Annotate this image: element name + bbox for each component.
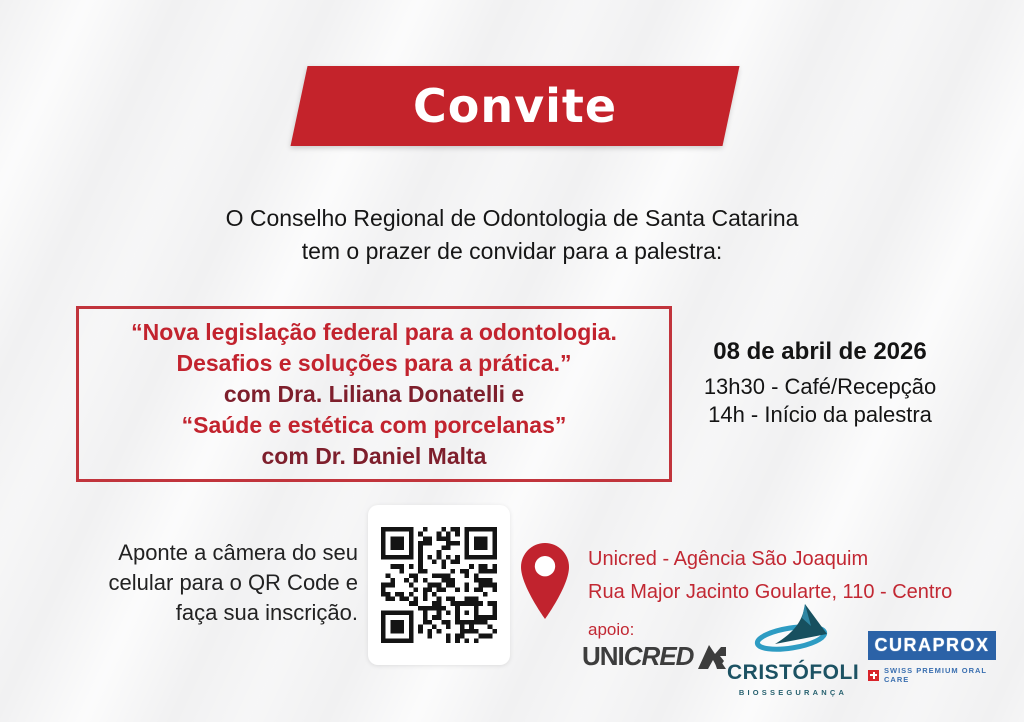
swiss-flag-icon	[868, 670, 879, 681]
schedule-start: 14h - Início da palestra	[708, 402, 932, 427]
curaprox-wordmark: CURAPROX	[868, 631, 996, 660]
convite-banner	[290, 66, 739, 146]
location-pin-icon	[521, 543, 569, 619]
unicred-wordmark-uni: UNI	[582, 641, 624, 671]
event-date: 08 de abril de 2026	[713, 338, 927, 365]
cristofoli-wordmark: CRISTÓFOLI	[727, 661, 860, 684]
curaprox-logo	[868, 631, 996, 684]
talk-speaker-1: com Dra. Liliana Donatelli e	[223, 380, 525, 407]
location-block	[588, 547, 952, 604]
intro-line-2: tem o prazer de convidar para a palestra:	[301, 238, 723, 264]
sponsors-label: apoio:	[588, 620, 635, 639]
qr-instruction	[58, 538, 358, 628]
qr-code	[381, 527, 497, 643]
curaprox-subtitle-row	[868, 666, 996, 684]
intro-text	[0, 202, 1024, 268]
qr-card	[368, 505, 510, 665]
location-name: Unicred - Agência São Joaquim	[588, 548, 869, 570]
talk-speaker-2: com Dr. Daniel Malta	[261, 442, 487, 469]
unicred-wordmark	[582, 641, 693, 672]
cristofoli-icon	[745, 604, 841, 658]
unicred-logo	[582, 641, 728, 672]
intro-line-1: O Conselho Regional de Odontologia de Santa Catarina	[225, 205, 799, 231]
schedule-block	[688, 338, 952, 429]
schedule-coffee: 13h30 - Café/Recepção	[703, 374, 937, 399]
qr-instruction-line-1: Aponte a câmera do seu	[118, 540, 358, 565]
talk-title-1-line-2: Desafios e soluções para a prática.”	[176, 349, 572, 376]
talk-title-2: “Saúde e estética com porcelanas”	[181, 411, 567, 438]
unicred-icon	[696, 643, 728, 671]
qr-instruction-line-2: celular para o QR Code e	[108, 570, 358, 595]
curaprox-subtitle: SWISS PREMIUM ORAL CARE	[884, 666, 987, 684]
cristofoli-subtitle: BIOSSEGURANÇA	[738, 688, 848, 697]
qr-instruction-line-3: faça sua inscrição.	[175, 600, 358, 625]
talk-box	[76, 306, 672, 482]
cristofoli-logo	[727, 604, 859, 697]
location-address: Rua Major Jacinto Goularte, 110 - Centro	[588, 581, 953, 603]
banner-title: Convite	[412, 79, 618, 133]
talk-title-1-line-1: “Nova legislação federal para a odontologia.	[131, 318, 617, 345]
unicred-wordmark-cred: CRED	[623, 641, 694, 671]
